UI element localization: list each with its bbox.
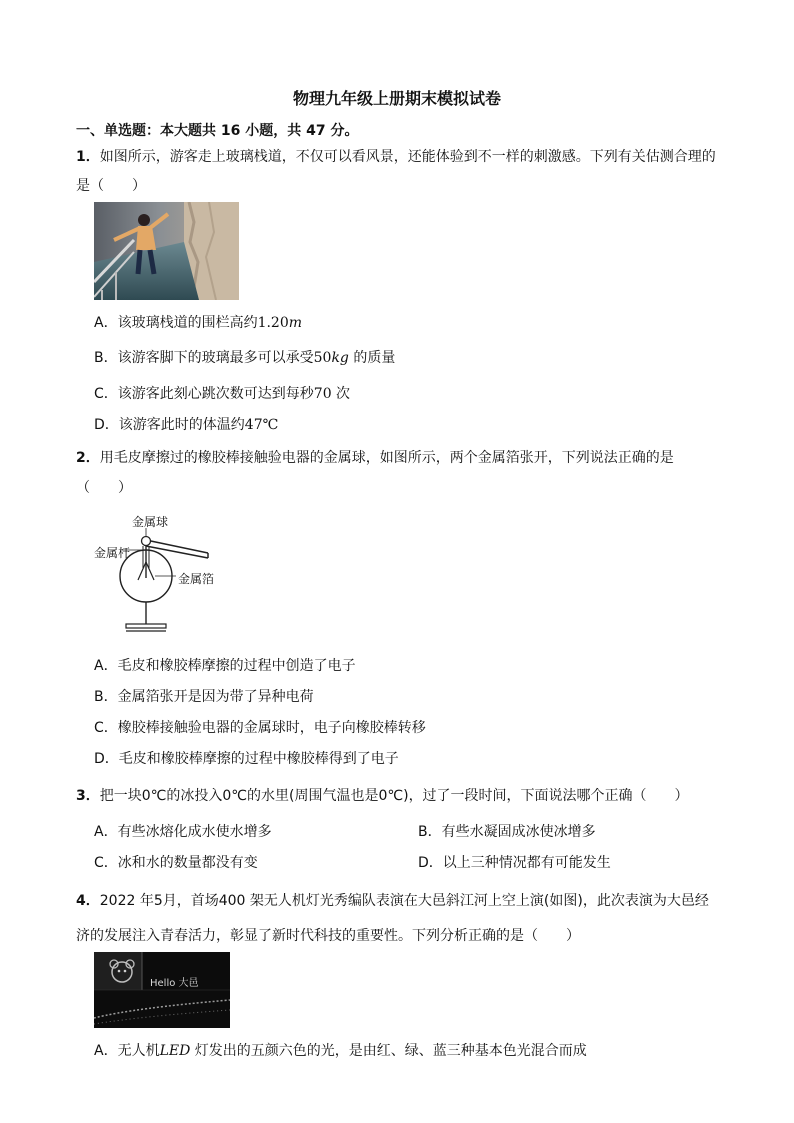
question-2-stem	[76, 447, 674, 467]
option-text: D．该游客此时的体温约	[94, 417, 245, 433]
option-suffix: 灯发出的五颜六色的光，是由红、绿、蓝三种基本色光混合而成	[190, 1043, 587, 1059]
question-number: 2．	[76, 450, 100, 466]
option-1c[interactable]	[94, 383, 350, 403]
question-4-stem	[76, 890, 709, 910]
option-1d[interactable]	[94, 414, 278, 434]
option-2b[interactable]: B．金属箔张开是因为带了异种电荷	[94, 689, 314, 705]
option-3b[interactable]: B．有些水凝固成冰使冰增多	[418, 824, 596, 840]
drone-show-photo	[94, 952, 230, 1028]
option-1b[interactable]	[94, 347, 395, 367]
option-value: 50	[313, 350, 332, 366]
option-suffix: 的质量	[348, 350, 396, 366]
option-2a[interactable]: A．毛皮和橡胶棒摩擦的过程中创造了电子	[94, 658, 356, 674]
option-2c[interactable]: C．橡胶棒接触验电器的金属球时，电子向橡胶棒转移	[94, 720, 426, 736]
electroscope-diagram	[92, 510, 232, 638]
option-text: B．该游客脚下的玻璃最多可以承受	[94, 350, 314, 366]
option-3a[interactable]: A．有些冰熔化成水使水增多	[94, 824, 272, 840]
option-1a[interactable]	[94, 312, 302, 332]
question-text: 用毛皮摩擦过的橡胶棒接触验电器的金属球，如图所示，两个金属箔张开，下列说法正确的是	[99, 450, 674, 466]
option-value: 47℃	[244, 417, 279, 433]
question-1-stem	[76, 146, 716, 166]
option-3d[interactable]: D．以上三种情况都有可能发生	[418, 855, 611, 871]
page-title: 物理九年级上册期末模拟试卷	[292, 89, 501, 108]
option-value: 70	[313, 386, 332, 402]
option-4a[interactable]	[94, 1040, 587, 1060]
label-metal-ball: 金属球	[132, 515, 169, 529]
option-text: A．无人机	[94, 1043, 160, 1059]
question-number: 1．	[76, 149, 100, 165]
option-unit: m	[288, 315, 303, 331]
option-code: LED	[159, 1043, 191, 1059]
drone-show-text: Hello 大邑	[150, 978, 199, 989]
question-4-stem-line2: 济的发展注入青春活力，彰显了新时代科技的重要性。下列分析正确的是（ ）	[76, 928, 580, 944]
option-text: A．该玻璃栈道的围栏高约	[94, 315, 258, 331]
option-3c[interactable]: C．冰和水的数量都没有变	[94, 855, 258, 871]
section-heading: 一、单选题：本大题共 16 小题，共 47 分。	[76, 123, 359, 139]
question-text: 把一块0℃的冰投入0℃的水里(周围气温也是0℃)，过了一段时间，下面说法哪个正确（ ）	[99, 788, 689, 804]
question-3-stem	[76, 785, 689, 805]
question-number: 3．	[76, 788, 100, 804]
question-1-stem-line2: 是（ ）	[76, 178, 146, 194]
label-metal-rod: 金属杆	[94, 546, 131, 560]
option-suffix: 次	[331, 386, 351, 402]
label-metal-foil: 金属箔	[178, 572, 215, 586]
option-unit: kg	[331, 350, 349, 366]
option-2d[interactable]: D．毛皮和橡胶棒摩擦的过程中橡胶棒得到了电子	[94, 751, 399, 767]
option-value: 1.20	[257, 315, 289, 331]
question-number: 4．	[76, 893, 100, 909]
glass-walkway-photo	[94, 202, 239, 300]
question-text: 2022 年5月，首场400 架无人机灯光秀编队表演在大邑斜江河上空上演(如图)，此次表演为大邑经	[99, 893, 709, 909]
question-2-stem-line2: （ ）	[76, 480, 132, 496]
option-text: C．该游客此刻心跳次数可达到每秒	[94, 386, 314, 402]
question-text: 如图所示，游客走上玻璃栈道，不仅可以看风景，还能体验到不一样的刺激感。下列有关估测合理的	[99, 149, 716, 165]
